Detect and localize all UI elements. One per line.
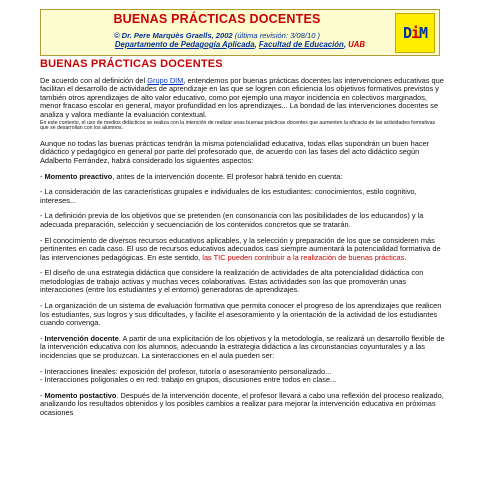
paragraph-item-4: - El diseño de una estrategia didáctica que considere la realización de actividades de alta potencialidad didáctica con metodologías de trabajo activas y muchas veces colaborativas. Estas actividades son las que promoverán unas interacciones (entre los estudiantes y el entorno) generadoras de aprendizajes. [40,268,424,295]
paragraph-text: , entendemos por buenas prácticas docentes las intervenciones educativas que facilitan el desarrollo de actividades de aprendizaje en las que se logren con eficiencia los objetivos formativos previstos y también otros aprendizajes de alto valor educativo, como por ejemplo una mayor incidencia en colectivos marginados, menor fracaso escolar en general, mayor profundidad en los aprendizajes... La bondad de las intervenciones docentes se analiza y valora mediante la evaluación contextual. [40,75,444,119]
paragraph-item-5: - La organización de un sistema de evaluación formativa que permita conocer el progreso de los aprendizajes que realicen los estudiantes, sus logros y sus dificultades, y facilite el asesoramiento y la orientación de la actividad de los estudiantes cuando convenga. [40,301,442,328]
paragraph-text: . A partir de una explicitación de los objetivos y la metodología, se realizará un desarrollo flexible de la intervención educativa con los alumnos, adecuando la estrategia didáctica a las circunstancias coyunturales y a las incidencias que se produzcan. La sinteracciones en el aula pueden ser: [40,333,445,361]
interaction-linear: - Interacciones lineales: exposición del profesor, tutoría o asesoramiento personalizado... [40,366,332,376]
intervention-label: Intervención docente [44,333,119,343]
paragraph-item-1: - La consideración de las características grupales e individuales de los estudiantes: conocimientos, estilo cognitivo, intereses... [40,187,417,205]
grupo-dim-link[interactable]: Grupo DIM [147,75,184,85]
revision: (última revisión: 3/08/10 ) [234,31,321,40]
paragraph-text: - El conocimiento de diversos recursos educativos aplicables, y la selección y preparación de los que se consideren más pertinentes en cada caso. El uso de recursos educativos adecuados casi siempre aumentará la potencialidad formativa de las intervenciones pedagógicas. En este sentido, [40,235,441,262]
author-line [41,31,393,40]
paragraph-small-note: En este contexto, el uso de medios didácticos se realiza con la intención de realizar unas buenas prácticas docentes que aumenten la eficacia de las actividades formativas que se desarrollan con los alumnos. [40,119,436,132]
paragraph-intro: Aunque no todas las buenas prácticas tendrán la misma potencialidad educativa, todas ellas supondrán un buen hacer didáctico y pedagógico en general por parte del profesorado que, de acuerdo con las fases del acto didáctico según Adalberto Ferrández, habrá considerado los siguientes aspectos: [40,138,430,165]
dim-logo-letter: M [419,24,428,42]
link-separator-2: , [343,40,349,49]
paragraph-postactive [40,392,445,418]
paragraph-preactive [40,173,445,182]
tic-highlight: las TIC pueden contribuir a la realización de buenas prácticas [202,252,405,262]
interaction-network: - Interacciones poligonales o en red: trabajo en grupos, discusiones entre todos en clase... [40,375,337,385]
paragraph-intervention [40,335,445,361]
preactive-label: Momento preactivo [44,171,113,181]
dash: - [40,333,45,343]
link-separator: , [254,40,259,49]
faculty-link[interactable]: Facultad de Educación [258,40,344,49]
paragraph-text: . Después de la intervención docente, el profesor llevará a cabo una reflexión del proceso realizado, analizando los resultados obtenidos y los posibles cambios a realizar para mejorar la intervención educativa en próximas ocasiones [40,390,444,417]
paragraph-interactions [40,368,445,385]
author: © Dr. Pere Marquès Graells, 2002 [113,31,233,40]
page-title: BUENAS PRÁCTICAS DOCENTES [113,12,321,26]
dash: - [40,171,45,181]
section-heading: BUENAS PRÁCTICAS DOCENTES [40,58,223,70]
uab-label: UAB [348,40,366,49]
department-link[interactable]: Departamento de Pedagogía Aplicada [114,40,255,49]
paragraph-item-2: - La definición previa de los objetivos que se pretenden (en consonancia con las posibilidades de los educandos) y la adecuada preparación, selección y secuenciación de los contenidos concretos que se tratarán. [40,211,424,229]
paragraph-item-3 [40,237,445,263]
paragraph-text: , antes de la intervención docente. El profesor habrá tenido en cuenta: [112,171,343,181]
header-links [40,40,440,49]
postactive-label: Momento postactivo [44,390,117,400]
dim-logo-letter: i [410,24,420,42]
dash: - [40,390,45,400]
dim-logo-letter: D [402,24,411,42]
paragraph-text: . [404,252,407,262]
paragraph-text: De acuerdo con al definición del [40,75,148,85]
paragraph-definition [40,77,445,120]
main-content [40,60,445,425]
